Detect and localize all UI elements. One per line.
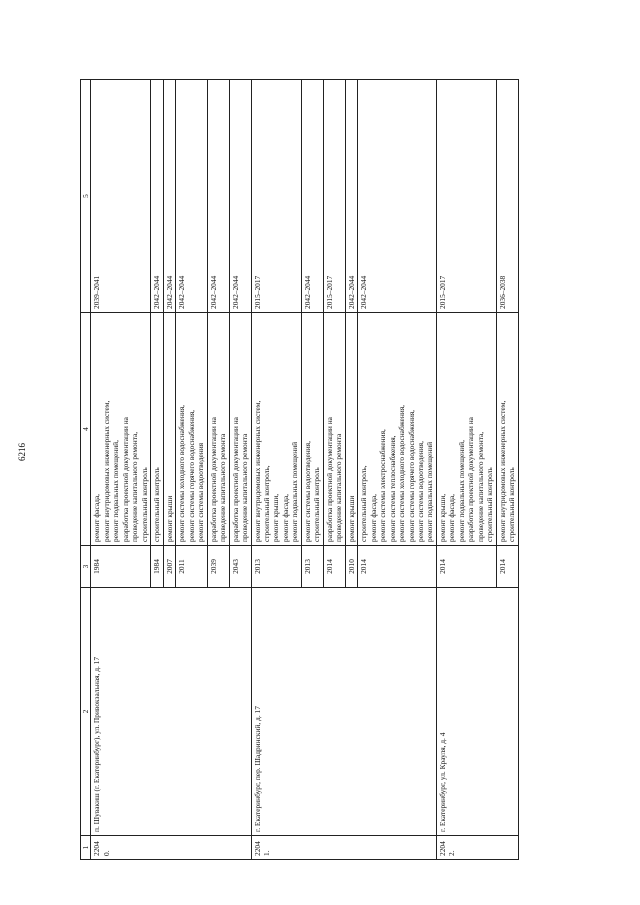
entry-number: 22041. — [251, 836, 436, 860]
repair-work-item: ремонт подвальных помещений — [290, 441, 300, 542]
repair-work-item: разработка проектной документации на — [120, 417, 130, 542]
repair-work-item: строительный контроль — [507, 467, 517, 542]
header-col-2: 2 — [81, 588, 91, 836]
commissioning-year: 2011 — [176, 546, 207, 588]
repair-works — [436, 313, 496, 546]
repair-work-item: ремонт системы холодного водоснабжения, — [177, 405, 187, 542]
header-col-5: 5 — [81, 80, 91, 313]
repair-work-item: проведение капитального ремонта, — [475, 431, 485, 542]
commissioning-year: 2043 — [229, 546, 251, 588]
planned-period: 2042–2044 — [176, 80, 207, 313]
header-col-1: 1 — [81, 836, 91, 860]
repair-work-item: строительный контроль, — [359, 465, 369, 542]
repair-work-item: ремонт системы водоотведения, — [416, 441, 425, 542]
planned-period: 2015–2017 — [323, 80, 345, 313]
entry-address: г. Екатеринбург, ул. Крауля, д. 4 — [436, 588, 518, 836]
repair-work-item: ремонт фасада, — [280, 494, 290, 542]
header-col-4: 4 — [81, 313, 91, 546]
table-body — [91, 80, 518, 860]
planned-period: 2042–2044 — [345, 80, 357, 313]
repair-work-item: ремонт подвальных помещений, — [111, 440, 121, 542]
repair-work-item: ремонт системы горячего водоснабжения, — [186, 409, 196, 542]
commissioning-year: 2013 — [301, 546, 323, 588]
table-frame — [80, 80, 600, 860]
repair-works — [163, 313, 175, 546]
repair-works — [229, 313, 251, 546]
table-row — [436, 80, 496, 860]
repair-work-item: проведение капитального ремонта — [218, 433, 228, 542]
repair-works — [345, 313, 357, 546]
repair-work-item: ремонт подвальных помещений — [425, 441, 435, 542]
entry-number: 22040. — [91, 836, 251, 860]
commissioning-year: 1984 — [151, 546, 163, 588]
repair-work-item: строительный контроль, — [261, 465, 271, 542]
repair-work-item: ремонт крыши — [164, 495, 174, 542]
entry-address: п. Шувакиш (г. Екатеринбург), ул. Привокзальная, д. 17 — [91, 588, 251, 836]
commissioning-year: 2013 — [251, 546, 301, 588]
repair-work-item: проведение капитального ремонта, — [130, 431, 140, 542]
repair-work-item: ремонт фасада, — [447, 494, 457, 542]
planned-period: 2036–2038 — [496, 80, 518, 313]
repair-work-item: ремонт внутридомовых инженерных систем, — [101, 400, 111, 542]
repair-work-item: ремонт системы водоотведения, — [302, 441, 312, 542]
repair-work-item: проведение капитального ремонта — [334, 433, 344, 542]
commissioning-year: 1984 — [91, 546, 151, 588]
commissioning-year: 2039 — [207, 546, 229, 588]
repair-works — [301, 313, 323, 546]
table-row — [251, 80, 301, 860]
repair-work-item: разработка проектной документации на — [466, 417, 476, 542]
planned-period: 2015–2017 — [436, 80, 496, 313]
repair-work-item: ремонт внутридомовых инженерных систем, — [497, 400, 507, 542]
planned-period: 2042–2044 — [229, 80, 251, 313]
table-row — [91, 80, 151, 860]
repair-work-item: разработка проектной документации на — [230, 417, 240, 542]
repair-work-item: ремонт крыши, — [437, 493, 447, 542]
repair-work-item: проведение капитального ремонта — [240, 433, 250, 542]
repair-works — [251, 313, 301, 546]
entry-number: 22042. — [436, 836, 518, 860]
repair-work-item: ремонт крыши — [346, 495, 356, 542]
commissioning-year: 2014 — [358, 546, 437, 588]
repair-work-item: строительный контроль — [485, 467, 495, 542]
commissioning-year: 2010 — [345, 546, 357, 588]
repair-work-item: ремонт внутридомовых инженерных систем, — [252, 400, 262, 542]
repair-work-item: разработка проектной документации на — [324, 417, 334, 542]
repair-work-item: ремонт крыши, — [271, 493, 281, 542]
repair-works — [207, 313, 229, 546]
repair-work-item: ремонт системы холодного водоснабжения, — [397, 405, 407, 542]
planned-period: 2042–2044 — [301, 80, 323, 313]
header-row — [81, 80, 91, 860]
planned-period: 2015–2017 — [251, 80, 301, 313]
repair-work-item: ремонт системы электроснабжения, — [378, 429, 388, 542]
commissioning-year: 2014 — [436, 546, 496, 588]
planned-period: 2042–2044 — [358, 80, 437, 313]
planned-period: 2042–2044 — [151, 80, 163, 313]
repair-works — [176, 313, 207, 546]
repair-work-item: строительный контроль — [312, 467, 322, 542]
commissioning-year: 2014 — [496, 546, 518, 588]
repair-work-item: ремонт системы водоотведения — [196, 442, 206, 542]
planned-period: 2042–2044 — [163, 80, 175, 313]
commissioning-year: 2014 — [323, 546, 345, 588]
header-col-3: 3 — [81, 546, 91, 588]
repair-work-item: ремонт системы горячего водоснабжения, — [406, 409, 416, 542]
repair-work-item: ремонт фасада, — [92, 494, 102, 542]
repair-work-item: строительный контроль — [152, 467, 162, 542]
capital-repair-table — [80, 79, 519, 860]
repair-works — [151, 313, 163, 546]
repair-work-item: ремонт фасада, — [368, 494, 378, 542]
repair-work-item: строительный контроль — [139, 467, 149, 542]
page-number: 6216 — [17, 443, 27, 461]
repair-works — [323, 313, 345, 546]
repair-works — [358, 313, 437, 546]
planned-period: 2039–2041 — [91, 80, 151, 313]
planned-period: 2042–2044 — [207, 80, 229, 313]
entry-address: г. Екатеринбург, пер. Шадринский, д. 17 — [251, 588, 436, 836]
repair-work-item: ремонт подвальных помещений, — [456, 440, 466, 542]
repair-work-item: ремонт системы теплоснабжения, — [387, 435, 397, 542]
repair-work-item: разработка проектной документации на — [208, 417, 218, 542]
repair-works — [91, 313, 151, 546]
repair-works — [496, 313, 518, 546]
commissioning-year: 2007 — [163, 546, 175, 588]
